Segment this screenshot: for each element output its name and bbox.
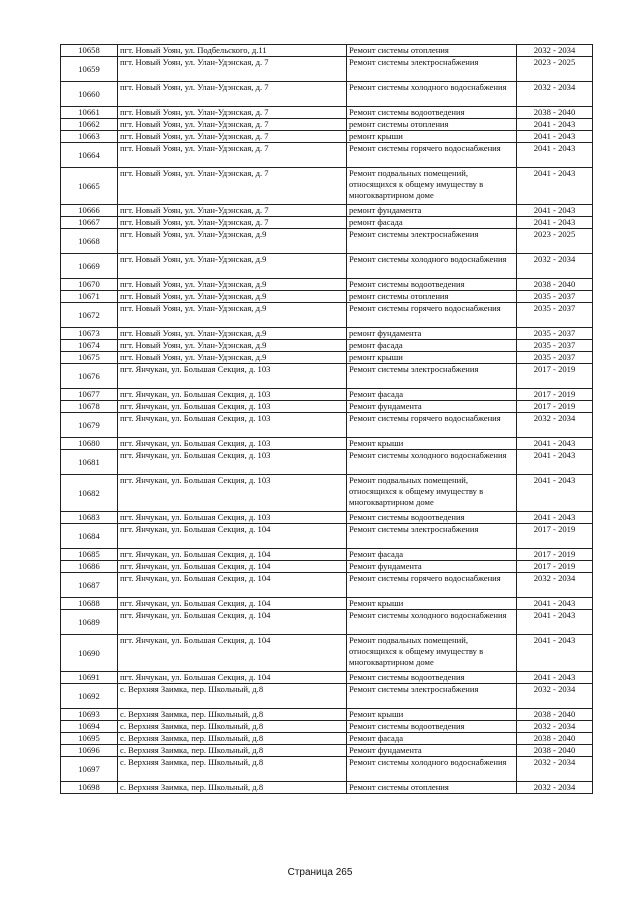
table-row (61, 328, 593, 340)
table-row (61, 672, 593, 684)
table-row (61, 438, 593, 450)
row-number-cell: 10661 (61, 107, 118, 119)
work-type-cell: Ремонт системы холодного водоснабжения (347, 757, 517, 782)
address-cell: пгт. Новый Уоян, ул. Улан-Удэнская, д.9 (118, 303, 347, 328)
address-cell: пгт. Янчукан, ул. Большая Секция, д. 103 (118, 413, 347, 438)
address-cell: с. Верхняя Заимка, пер. Школьный, д.8 (118, 684, 347, 709)
table-row (61, 291, 593, 303)
period-cell: 2017 - 2019 (517, 561, 593, 573)
address-cell: пгт. Янчукан, ул. Большая Секция, д. 104 (118, 598, 347, 610)
work-type-cell: ремонт фундамента (347, 205, 517, 217)
address-cell: пгт. Янчукан, ул. Большая Секция, д. 103 (118, 475, 347, 512)
table-row (61, 709, 593, 721)
work-type-cell: Ремонт системы холодного водоснабжения (347, 610, 517, 635)
table-row (61, 131, 593, 143)
work-type-cell: ремонт фундамента (347, 328, 517, 340)
address-cell: пгт. Новый Уоян, ул. Улан-Удэнская, д.9 (118, 291, 347, 303)
work-type-cell: Ремонт системы водоотведения (347, 512, 517, 524)
address-cell: пгт. Янчукан, ул. Большая Секция, д. 104 (118, 672, 347, 684)
period-cell: 2017 - 2019 (517, 364, 593, 389)
work-type-cell: ремонт фасада (347, 340, 517, 352)
address-cell: пгт. Янчукан, ул. Большая Секция, д. 104 (118, 610, 347, 635)
address-cell: пгт. Янчукан, ул. Большая Секция, д. 103 (118, 450, 347, 475)
row-number-cell: 10678 (61, 401, 118, 413)
address-cell: пгт. Янчукан, ул. Большая Секция, д. 104 (118, 635, 347, 672)
row-number-cell: 10686 (61, 561, 118, 573)
page-number: Страница 265 (287, 867, 353, 878)
row-number-cell: 10671 (61, 291, 118, 303)
period-cell: 2032 - 2034 (517, 684, 593, 709)
address-cell: пгт. Янчукан, ул. Большая Секция, д. 103 (118, 438, 347, 450)
table-row (61, 782, 593, 794)
period-cell: 2032 - 2034 (517, 757, 593, 782)
address-cell: с. Верхняя Заимка, пер. Школьный, д.8 (118, 721, 347, 733)
work-type-cell: Ремонт фундамента (347, 401, 517, 413)
work-type-cell: Ремонт системы водоотведения (347, 672, 517, 684)
table-row (61, 549, 593, 561)
row-number-cell: 10668 (61, 229, 118, 254)
row-number-cell: 10674 (61, 340, 118, 352)
address-cell: пгт. Новый Уоян, ул. Улан-Удэнская, д.9 (118, 328, 347, 340)
row-number-cell: 10689 (61, 610, 118, 635)
row-number-cell: 10692 (61, 684, 118, 709)
period-cell: 2041 - 2043 (517, 217, 593, 229)
address-cell: пгт. Новый Уоян, ул. Улан-Удэнская, д. 7 (118, 143, 347, 168)
period-cell: 2017 - 2019 (517, 524, 593, 549)
address-cell: пгт. Янчукан, ул. Большая Секция, д. 103 (118, 512, 347, 524)
table-row (61, 168, 593, 205)
address-cell: пгт. Новый Уоян, ул. Улан-Удэнская, д.9 (118, 279, 347, 291)
table-row (61, 205, 593, 217)
table-row (61, 598, 593, 610)
work-type-cell: Ремонт крыши (347, 598, 517, 610)
address-cell: пгт. Янчукан, ул. Большая Секция, д. 104 (118, 561, 347, 573)
work-type-cell: ремонт системы отопления (347, 119, 517, 131)
period-cell: 2041 - 2043 (517, 119, 593, 131)
address-cell: пгт. Новый Уоян, ул. Улан-Удэнская, д.9 (118, 352, 347, 364)
address-cell: пгт. Новый Уоян, ул. Улан-Удэнская, д. 7 (118, 168, 347, 205)
period-cell: 2017 - 2019 (517, 549, 593, 561)
work-type-cell: Ремонт системы водоотведения (347, 107, 517, 119)
work-type-cell: Ремонт системы горячего водоснабжения (347, 573, 517, 598)
work-type-cell: ремонт фасада (347, 217, 517, 229)
row-number-cell: 10676 (61, 364, 118, 389)
address-cell: пгт. Новый Уоян, ул. Улан-Удэнская, д. 7 (118, 57, 347, 82)
period-cell: 2035 - 2037 (517, 352, 593, 364)
period-cell: 2038 - 2040 (517, 279, 593, 291)
work-type-cell: Ремонт системы холодного водоснабжения (347, 82, 517, 107)
row-number-cell: 10681 (61, 450, 118, 475)
row-number-cell: 10677 (61, 389, 118, 401)
address-cell: с. Верхняя Заимка, пер. Школьный, д.8 (118, 757, 347, 782)
period-cell: 2041 - 2043 (517, 438, 593, 450)
row-number-cell: 10675 (61, 352, 118, 364)
period-cell: 2041 - 2043 (517, 168, 593, 205)
row-number-cell: 10665 (61, 168, 118, 205)
address-cell: пгт. Новый Уоян, ул. Улан-Удэнская, д. 7 (118, 131, 347, 143)
row-number-cell: 10684 (61, 524, 118, 549)
work-type-cell: Ремонт системы электроснабжения (347, 524, 517, 549)
work-type-cell: Ремонт фундамента (347, 561, 517, 573)
work-type-cell: Ремонт системы отопления (347, 782, 517, 794)
work-type-cell: Ремонт фундамента (347, 745, 517, 757)
period-cell: 2032 - 2034 (517, 782, 593, 794)
address-cell: с. Верхняя Заимка, пер. Школьный, д.8 (118, 782, 347, 794)
row-number-cell: 10697 (61, 757, 118, 782)
period-cell: 2038 - 2040 (517, 733, 593, 745)
period-cell: 2032 - 2034 (517, 254, 593, 279)
table-row (61, 254, 593, 279)
table-row (61, 119, 593, 131)
table-row (61, 561, 593, 573)
table-row (61, 364, 593, 389)
row-number-cell: 10660 (61, 82, 118, 107)
period-cell: 2032 - 2034 (517, 413, 593, 438)
row-number-cell: 10683 (61, 512, 118, 524)
row-number-cell: 10694 (61, 721, 118, 733)
table-row (61, 610, 593, 635)
work-type-cell: Ремонт системы водоотведения (347, 279, 517, 291)
row-number-cell: 10688 (61, 598, 118, 610)
address-cell: пгт. Янчукан, ул. Большая Секция, д. 103 (118, 401, 347, 413)
table-row (61, 401, 593, 413)
period-cell: 2041 - 2043 (517, 598, 593, 610)
row-number-cell: 10682 (61, 475, 118, 512)
table-row (61, 340, 593, 352)
work-type-cell: Ремонт фасада (347, 549, 517, 561)
row-number-cell: 10698 (61, 782, 118, 794)
period-cell: 2023 - 2025 (517, 229, 593, 254)
period-cell: 2032 - 2034 (517, 721, 593, 733)
period-cell: 2041 - 2043 (517, 672, 593, 684)
work-type-cell: Ремонт подвальных помещений, относящихся к общему имуществу в многоквартирном доме (347, 475, 517, 512)
row-number-cell: 10691 (61, 672, 118, 684)
work-type-cell: ремонт крыши (347, 352, 517, 364)
work-type-cell: Ремонт системы горячего водоснабжения (347, 143, 517, 168)
row-number-cell: 10695 (61, 733, 118, 745)
period-cell: 2032 - 2034 (517, 573, 593, 598)
work-type-cell: Ремонт крыши (347, 709, 517, 721)
address-cell: с. Верхняя Заимка, пер. Школьный, д.8 (118, 709, 347, 721)
table-row (61, 389, 593, 401)
work-type-cell: Ремонт системы электроснабжения (347, 684, 517, 709)
table-row (61, 512, 593, 524)
work-type-cell: Ремонт крыши (347, 438, 517, 450)
row-number-cell: 10687 (61, 573, 118, 598)
row-number-cell: 10666 (61, 205, 118, 217)
table-row (61, 217, 593, 229)
table-row (61, 745, 593, 757)
period-cell: 2041 - 2043 (517, 475, 593, 512)
work-type-cell: Ремонт системы водоотведения (347, 721, 517, 733)
work-type-cell: Ремонт фасада (347, 389, 517, 401)
row-number-cell: 10662 (61, 119, 118, 131)
address-cell: пгт. Новый Уоян, ул. Улан-Удэнская, д.9 (118, 229, 347, 254)
period-cell: 2017 - 2019 (517, 401, 593, 413)
period-cell: 2041 - 2043 (517, 450, 593, 475)
period-cell: 2032 - 2034 (517, 45, 593, 57)
table-row (61, 82, 593, 107)
period-cell: 2041 - 2043 (517, 512, 593, 524)
table-row (61, 413, 593, 438)
period-cell: 2032 - 2034 (517, 82, 593, 107)
period-cell: 2023 - 2025 (517, 57, 593, 82)
period-cell: 2035 - 2037 (517, 328, 593, 340)
table-row (61, 524, 593, 549)
address-cell: пгт. Новый Уоян, ул. Подбельского, д.11 (118, 45, 347, 57)
address-cell: с. Верхняя Заимка, пер. Школьный, д.8 (118, 733, 347, 745)
work-type-cell: Ремонт системы холодного водоснабжения (347, 254, 517, 279)
address-cell: с. Верхняя Заимка, пер. Школьный, д.8 (118, 745, 347, 757)
address-cell: пгт. Новый Уоян, ул. Улан-Удэнская, д. 7 (118, 217, 347, 229)
row-number-cell: 10658 (61, 45, 118, 57)
period-cell: 2038 - 2040 (517, 745, 593, 757)
address-cell: пгт. Новый Уоян, ул. Улан-Удэнская, д. 7 (118, 205, 347, 217)
address-cell: пгт. Новый Уоян, ул. Улан-Удэнская, д. 7 (118, 119, 347, 131)
period-cell: 2038 - 2040 (517, 709, 593, 721)
row-number-cell: 10673 (61, 328, 118, 340)
row-number-cell: 10670 (61, 279, 118, 291)
work-type-cell: Ремонт фасада (347, 733, 517, 745)
table-body (61, 45, 593, 794)
period-cell: 2035 - 2037 (517, 340, 593, 352)
table-row (61, 229, 593, 254)
work-type-cell: Ремонт системы горячего водоснабжения (347, 413, 517, 438)
table-row (61, 352, 593, 364)
address-cell: пгт. Янчукан, ул. Большая Секция, д. 104 (118, 573, 347, 598)
row-number-cell: 10685 (61, 549, 118, 561)
table-row (61, 635, 593, 672)
period-cell: 2041 - 2043 (517, 131, 593, 143)
period-cell: 2038 - 2040 (517, 107, 593, 119)
table-row (61, 57, 593, 82)
table-row (61, 733, 593, 745)
table-row (61, 279, 593, 291)
row-number-cell: 10680 (61, 438, 118, 450)
row-number-cell: 10693 (61, 709, 118, 721)
row-number-cell: 10690 (61, 635, 118, 672)
period-cell: 2041 - 2043 (517, 143, 593, 168)
work-type-cell: ремонт крыши (347, 131, 517, 143)
work-type-cell: Ремонт подвальных помещений, относящихся к общему имуществу в многоквартирном доме (347, 168, 517, 205)
table-row (61, 475, 593, 512)
capital-repair-table (60, 44, 593, 794)
row-number-cell: 10659 (61, 57, 118, 82)
address-cell: пгт. Новый Уоян, ул. Улан-Удэнская, д.9 (118, 254, 347, 279)
table-row (61, 573, 593, 598)
work-type-cell: Ремонт подвальных помещений, относящихся к общему имуществу в многоквартирном доме (347, 635, 517, 672)
period-cell: 2041 - 2043 (517, 610, 593, 635)
table-row (61, 107, 593, 119)
work-type-cell: Ремонт системы электроснабжения (347, 364, 517, 389)
period-cell: 2035 - 2037 (517, 303, 593, 328)
period-cell: 2041 - 2043 (517, 635, 593, 672)
address-cell: пгт. Янчукан, ул. Большая Секция, д. 104 (118, 549, 347, 561)
work-type-cell: ремонт системы отопления (347, 291, 517, 303)
work-type-cell: Ремонт системы холодного водоснабжения (347, 450, 517, 475)
address-cell: пгт. Новый Уоян, ул. Улан-Удэнская, д. 7 (118, 107, 347, 119)
table-row (61, 721, 593, 733)
work-type-cell: Ремонт системы электроснабжения (347, 57, 517, 82)
table-row (61, 757, 593, 782)
table-row (61, 303, 593, 328)
table-row (61, 684, 593, 709)
row-number-cell: 10664 (61, 143, 118, 168)
table-row (61, 450, 593, 475)
row-number-cell: 10672 (61, 303, 118, 328)
row-number-cell: 10669 (61, 254, 118, 279)
work-type-cell: Ремонт системы электроснабжения (347, 229, 517, 254)
address-cell: пгт. Янчукан, ул. Большая Секция, д. 104 (118, 524, 347, 549)
address-cell: пгт. Новый Уоян, ул. Улан-Удэнская, д. 7 (118, 82, 347, 107)
row-number-cell: 10679 (61, 413, 118, 438)
period-cell: 2041 - 2043 (517, 205, 593, 217)
period-cell: 2017 - 2019 (517, 389, 593, 401)
work-type-cell: Ремонт системы горячего водоснабжения (347, 303, 517, 328)
work-type-cell: Ремонт системы отопления (347, 45, 517, 57)
address-cell: пгт. Новый Уоян, ул. Улан-Удэнская, д.9 (118, 340, 347, 352)
address-cell: пгт. Янчукан, ул. Большая Секция, д. 103 (118, 364, 347, 389)
period-cell: 2035 - 2037 (517, 291, 593, 303)
row-number-cell: 10663 (61, 131, 118, 143)
row-number-cell: 10696 (61, 745, 118, 757)
table-row (61, 143, 593, 168)
address-cell: пгт. Янчукан, ул. Большая Секция, д. 103 (118, 389, 347, 401)
table-row (61, 45, 593, 57)
row-number-cell: 10667 (61, 217, 118, 229)
